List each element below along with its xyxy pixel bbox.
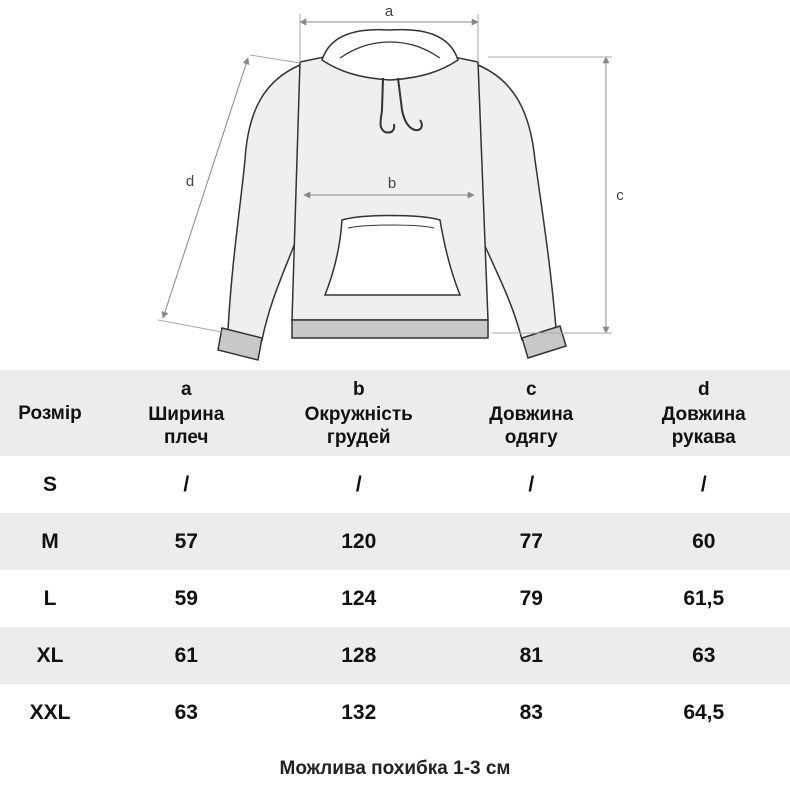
- cell-size: XL: [36, 643, 64, 667]
- cell-d: 61,5: [683, 586, 725, 610]
- cell-size: L: [43, 586, 57, 610]
- cell-c: 83: [519, 700, 543, 724]
- cell-c: 79: [519, 586, 543, 610]
- hoodie-diagram: [0, 0, 790, 370]
- cell-b: 120: [341, 529, 377, 553]
- dim-label-a: a: [384, 3, 394, 20]
- cell-size: XXL: [29, 700, 71, 724]
- cell-size: M: [41, 529, 59, 553]
- header-d: d Довжина рукава: [661, 378, 746, 448]
- cell-d: 64,5: [683, 700, 725, 724]
- dim-label-b: b: [387, 175, 397, 192]
- cell-a: 61: [174, 643, 198, 667]
- cell-c: 81: [519, 643, 543, 667]
- table-row: [0, 684, 790, 741]
- left-sleeve: [228, 65, 300, 340]
- cell-b: 124: [341, 586, 377, 610]
- waistband: [292, 320, 488, 338]
- cell-c: 77: [519, 529, 543, 553]
- cell-a: 57: [174, 529, 198, 553]
- cell-d: 63: [692, 643, 716, 667]
- dim-label-c: c: [616, 187, 624, 204]
- cell-a: 59: [174, 586, 198, 610]
- header-b: b Окружність грудей: [304, 378, 413, 448]
- kangaroo-pocket: [325, 216, 460, 296]
- tolerance-note: Можлива похибка 1-3 см: [279, 758, 511, 779]
- dim-label-d: d: [185, 173, 195, 190]
- cell-b: /: [355, 472, 362, 496]
- table-row: [0, 456, 790, 513]
- table-header-row: [0, 370, 790, 456]
- cell-c: /: [528, 472, 535, 496]
- cell-a: 63: [174, 700, 198, 724]
- cell-b: 128: [341, 643, 377, 667]
- header-c: c Довжина одягу: [489, 378, 574, 448]
- header-a: a Ширина плеч: [148, 378, 225, 448]
- table-row: [0, 513, 790, 570]
- header-size: Розмір: [18, 402, 82, 424]
- table-row: [0, 570, 790, 627]
- cell-d: /: [700, 472, 707, 496]
- table-row: [0, 627, 790, 684]
- cell-a: /: [183, 472, 190, 496]
- right-sleeve: [478, 65, 556, 340]
- cell-size: S: [42, 472, 57, 496]
- size-table: [0, 370, 790, 741]
- cell-b: 132: [341, 700, 377, 724]
- cell-d: 60: [692, 529, 716, 553]
